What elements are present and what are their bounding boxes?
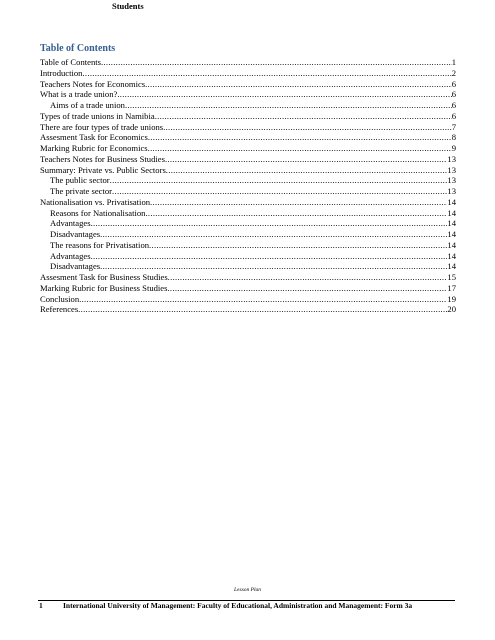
toc-dot-leader <box>117 89 451 100</box>
toc-entry[interactable] <box>40 240 456 251</box>
toc-dot-leader <box>166 165 448 176</box>
toc-entry[interactable] <box>40 218 456 229</box>
toc-entry[interactable] <box>40 100 456 111</box>
toc-entry-title: Teachers Notes for Business Studies <box>40 153 165 164</box>
toc-entry[interactable] <box>40 208 456 219</box>
toc-entry-title: Advantages <box>50 250 91 261</box>
toc-entry-page: 8 <box>451 132 456 143</box>
toc-dot-leader <box>125 100 452 111</box>
toc-entry-page: 6 <box>451 100 456 110</box>
toc-dot-leader <box>112 186 447 197</box>
toc-entry-title: Assesment Task for Business Studies <box>40 272 168 282</box>
toc-dot-leader <box>100 229 447 240</box>
toc-entry[interactable] <box>40 175 456 186</box>
toc-entry-title: Conclusion <box>40 293 80 304</box>
toc-dot-leader <box>150 197 447 208</box>
toc-entry-title: Teachers Notes for Economics <box>40 78 146 89</box>
toc-dot-leader <box>101 57 452 68</box>
toc-entry-page: 6 <box>451 78 456 89</box>
toc-entry[interactable] <box>40 57 456 68</box>
toc-entry-page: 14 <box>447 250 456 261</box>
toc-entry[interactable] <box>40 283 456 294</box>
toc-entry[interactable] <box>40 294 456 305</box>
toc-entry-page: 14 <box>447 261 456 272</box>
toc-dot-leader <box>100 261 447 272</box>
toc-list <box>40 57 456 315</box>
toc-dot-leader <box>165 154 447 165</box>
toc-entry-page: 20 <box>447 304 456 315</box>
toc-entry[interactable] <box>40 154 456 165</box>
toc-entry-page: 17 <box>447 282 456 293</box>
toc-dot-leader <box>148 132 452 143</box>
toc-entry-title: Table of Contents <box>40 57 101 67</box>
toc-entry[interactable] <box>40 304 456 315</box>
toc-dot-leader <box>78 304 447 315</box>
toc-entry-page: 13 <box>447 186 456 196</box>
toc-entry-page: 2 <box>451 67 456 78</box>
toc-entry-page: 14 <box>447 207 456 218</box>
toc-entry[interactable] <box>40 122 456 133</box>
page-header-title: Students <box>112 1 144 11</box>
toc-entry-title: Introduction <box>40 67 83 78</box>
toc-entry-title: Marking Rubric for Business Studies <box>40 282 168 293</box>
toc-dot-leader <box>79 294 447 305</box>
toc-entry-page: 9 <box>451 143 456 153</box>
toc-entry-title: Advantages <box>50 218 91 229</box>
toc-dot-leader <box>145 208 447 219</box>
toc-entry-title: Aims of a trade union <box>50 100 125 110</box>
toc-entry-title: Disadvantages <box>50 261 101 272</box>
toc-entry-page: 14 <box>447 218 456 229</box>
toc-entry-title: References <box>40 304 79 315</box>
toc-entry-title: Disadvantages <box>50 229 101 239</box>
toc-entry-page: 15 <box>447 272 456 282</box>
footer-institution-text: International University of Management: Faculty of Educational, Administration and Management: Form 3a <box>63 601 413 610</box>
toc-entry-page: 14 <box>447 229 456 239</box>
toc-dot-leader <box>167 283 447 294</box>
toc-entry-page: 6 <box>451 89 456 100</box>
toc-entry[interactable] <box>40 186 456 197</box>
toc-entry[interactable] <box>40 251 456 262</box>
toc-entry-title: Types of trade unions in Namibia <box>40 110 155 121</box>
toc-entry-title: Nationalisation vs. Privatisation <box>40 196 151 207</box>
toc-dot-leader <box>163 122 452 133</box>
toc-entry-page: 19 <box>447 293 456 304</box>
toc-entry[interactable] <box>40 79 456 90</box>
toc-entry[interactable] <box>40 197 456 208</box>
toc-entry-page: 13 <box>447 153 456 164</box>
toc-dot-leader <box>145 79 452 90</box>
toc-dot-leader <box>91 218 448 229</box>
toc-entry-title: Summary: Private vs. Public Sectors <box>40 164 166 175</box>
toc-dot-leader <box>148 143 452 154</box>
toc-dot-leader <box>91 251 448 262</box>
toc-dot-leader <box>110 175 448 186</box>
toc-entry-title: Marking Rubric for Economics <box>40 143 148 153</box>
toc-entry-page: 7 <box>451 121 456 132</box>
toc-heading: Table of Contents <box>40 43 116 54</box>
toc-dot-leader <box>155 111 452 122</box>
toc-entry[interactable] <box>40 261 456 272</box>
toc-entry-title: The private sector <box>50 186 113 196</box>
toc-entry[interactable] <box>40 143 456 154</box>
toc-entry-title: Reasons for Nationalisation <box>50 207 146 218</box>
footer-lesson-plan-label: Lesson Plan <box>233 587 262 593</box>
toc-entry[interactable] <box>40 68 456 79</box>
toc-entry-page: 14 <box>447 196 456 207</box>
toc-entry[interactable] <box>40 132 456 143</box>
toc-entry[interactable] <box>40 111 456 122</box>
toc-entry-page: 13 <box>447 175 456 186</box>
toc-entry-page: 1 <box>451 57 456 67</box>
footer-page-number: 1 <box>39 601 43 610</box>
toc-entry[interactable] <box>40 89 456 100</box>
toc-entry-page: 14 <box>447 239 456 250</box>
toc-entry[interactable] <box>40 229 456 240</box>
toc-entry-page: 6 <box>451 110 456 121</box>
toc-entry[interactable] <box>40 272 456 283</box>
toc-dot-leader <box>149 240 447 251</box>
toc-entry-title: Assesment Task for Economics <box>40 132 148 143</box>
toc-entry-title: The public sector <box>50 175 110 186</box>
toc-entry-title: The reasons for Privatisation <box>50 239 150 250</box>
toc-dot-leader <box>168 272 448 283</box>
toc-entry-page: 13 <box>447 164 456 175</box>
toc-entry-title: There are four types of trade unions <box>40 121 164 132</box>
toc-entry-title: What is a trade union? <box>40 89 118 100</box>
toc-entry[interactable] <box>40 165 456 176</box>
toc-dot-leader <box>82 68 451 79</box>
